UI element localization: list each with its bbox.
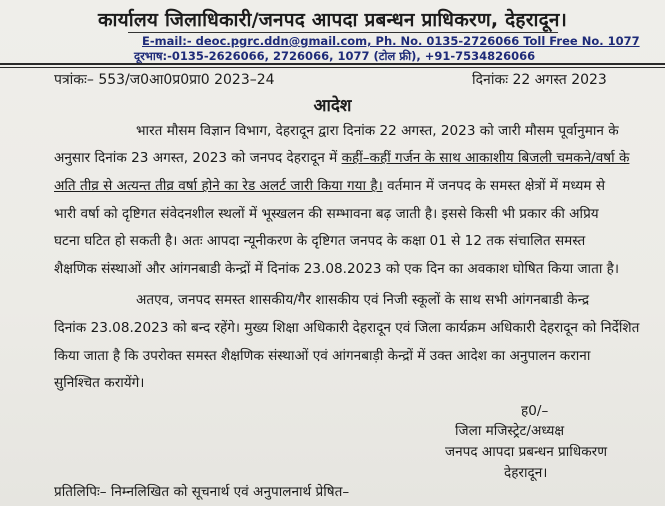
para1-line3 <box>54 175 605 194</box>
para1-line3-text: वर्तमान में जनपद के समस्त क्षेत्रों में मध्यम से <box>382 178 606 194</box>
header-divider-thin <box>0 67 665 68</box>
para1-line1: भारत मौसम विज्ञान विभाग, देहरादून द्वारा दिनांक 22 अगस्त, 2023 को जारी मौसम पूर्वानुमान के <box>136 123 619 139</box>
reference-number: पत्रांकः– 553/ज0आ0प्र0प्रा0 2023–24 <box>54 72 275 88</box>
para1-line2-underlined: कहीं–कहीं गर्जन के साथ आकाशीय बिजली चमकने/वर्षा के <box>341 150 630 166</box>
para2-line1: अतएव, जनपद समस्त शासकीय/गैर शासकीय एवं निजी स्कूलों के साथ सभी आंगनबाडी केन्द्र <box>136 292 590 308</box>
para1-line2-text: अनुसार दिनांक 23 अगस्त, 2023 को जनपद देहरादून में <box>54 150 342 166</box>
signatory-place: देहरादून। <box>504 465 548 481</box>
header-divider-thick <box>0 63 665 65</box>
para2-line2: दिनांक 23.08.2023 को बन्द रहेंगे। मुख्य शिक्षा अधिकारी देहरादून एवं जिला कार्यक्रम अधिकारी देहरादून को निर्देशित <box>54 320 640 336</box>
copy-to-label: प्रतिलिपिः– निम्नलिखित को सूचनार्थ एवं अनुपालनार्थ प्रेषित– <box>54 484 350 500</box>
para2-line3: किया जाता है कि उपरोक्त समस्त शैक्षणिक संस्थाओं एवं आंगनबाड़ी केन्द्रों में उक्त आदेश का अनुपालन कराना <box>54 348 591 364</box>
para2-line4: सुनिश्चित करायेंगे। <box>54 375 145 391</box>
para1-line5: घटना घटित हो सकती है। अतः आपदा न्यूनीकरण के दृष्टिगत जनपद के कक्षा 01 से 12 तक संचालित समस्त <box>54 233 586 249</box>
office-title: कार्यालय जिलाधिकारी/जनपद आपदा प्रबन्धन प्राधिकरण, देहरादून। <box>97 9 568 31</box>
para1-line2 <box>54 147 629 166</box>
signatory-authority: जनपद आपदा प्रबन्धन प्राधिकरण <box>445 444 608 460</box>
order-date: दिनांकः 22 अगस्त 2023 <box>472 72 607 88</box>
signed-mark: ह0/– <box>521 403 549 419</box>
phone-line: दूरभाष:-0135-2626066, 2726066, 1077 (टोल फ्री), +91-7534826066 <box>134 49 536 63</box>
order-heading: आदेश <box>313 96 352 116</box>
signatory-designation: जिला मजिस्ट्रेट/अध्यक्ष <box>455 423 565 439</box>
para1-line6: शैक्षणिक संस्थाओं और आंगनबाडी केन्द्रों में दिनांक 23.08.2023 को एक दिन का अवकाश घोषित किया जाता है। <box>54 261 620 277</box>
para1-line4: भारी वर्षा को दृष्टिगत संवेदनशील स्थलों में भूस्खलन की सम्भावना बढ़ जाती है। इससे किसी भी प्रकार की अप्रिय <box>54 206 599 222</box>
title-underline <box>128 32 558 33</box>
red-alert-text: अति तीव्र से अत्यन्त तीव्र वर्षा होने का रेड अलर्ट जारी किया गया है। <box>54 178 383 194</box>
email-line: E-mail:- deoc.pgrc.ddn@gmail.com, Ph. No. 0135-2726066 Toll Free No. 1077 <box>142 34 640 48</box>
